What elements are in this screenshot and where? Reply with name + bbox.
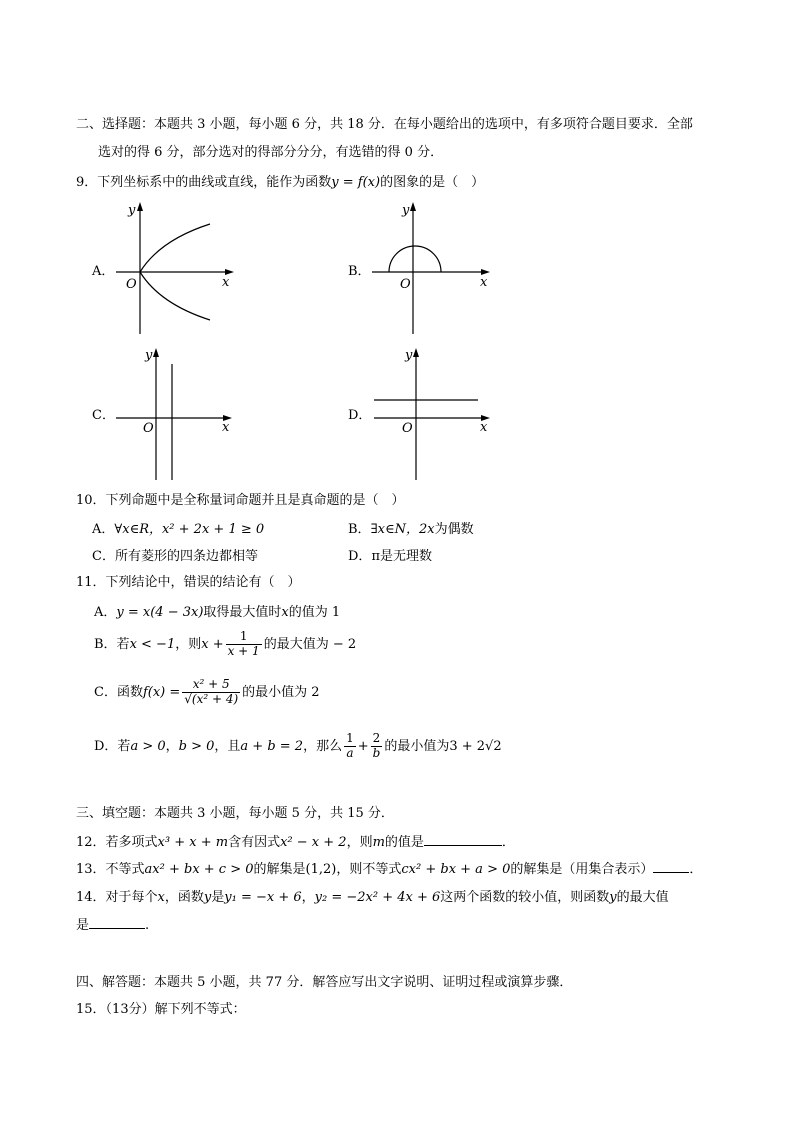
q11-c-fraction: $\frac{\text{x² + 5}}{\text{√(x² + 4)}}$: [184, 677, 239, 706]
q9a-origin-label: O: [126, 277, 137, 292]
q11-d-fraction-1: $\frac{1}{a}$: [346, 731, 354, 760]
q9b-origin-label: O: [400, 277, 411, 292]
q9-function: y = f(x): [331, 175, 381, 190]
q9-graph-d: [368, 342, 498, 482]
q12: 12．若多项式x³ + x + m含有因式x² − x + 2，则m的值是 ．: [76, 835, 515, 850]
q13-answer-blank[interactable]: [653, 860, 689, 873]
q9-graph-c: [110, 342, 240, 482]
q9b-y-label: y: [402, 203, 410, 218]
q9d-origin-label: O: [402, 421, 413, 436]
section2-header-cont: 选对的得 6 分，部分选对的得部分分分，有选错的得 0 分．: [98, 145, 444, 160]
q9-graph-a: [110, 198, 245, 338]
q10-option-b: B．∃x∈N，2x为偶数: [348, 522, 474, 537]
q11-option-d: D．若a > 0，b > 0，且a + b = 2，那么 $\frac{1}{a}$ + $\frac{2}{b}$ 的最小值为3 + 2√2: [94, 731, 502, 760]
q9c-x-label: x: [222, 420, 230, 435]
q10-option-c: C．所有菱形的四条边都相等: [92, 549, 258, 564]
q9c-y-label: y: [145, 348, 153, 363]
q9-option-d-label: D．: [348, 408, 372, 423]
q11-b-fraction: $\frac{1}{x + 1}$: [227, 629, 260, 658]
q12-answer-blank[interactable]: [424, 833, 502, 846]
q9c-origin-label: O: [143, 421, 154, 436]
q14-answer-blank[interactable]: [89, 916, 145, 929]
q10-option-d: D．π是无理数: [348, 549, 432, 564]
q15-stem: 15．（13分）解下列不等式：: [76, 1002, 246, 1017]
q9b-x-label: x: [480, 275, 488, 290]
q9-stem: 9．下列坐标系中的曲线或直线，能作为函数y = f(x)的图象的是（ ）: [76, 175, 485, 190]
q11-option-c: C．函数f(x) = $\frac{\text{x² + 5}}{\text{√(x² + 4)}}$ 的最小值为 2: [94, 677, 320, 706]
section4-header: 四、解答题：本题共 5 小题，共 77 分．解答应写出文字说明、证明过程或演算步骤．: [76, 975, 573, 990]
q10-stem: 10．下列命题中是全称量词命题并且是真命题的是（ ）: [76, 493, 405, 508]
q9-option-b-label: B．: [348, 264, 371, 279]
q13: 13．不等式ax² + bx + c > 0的解集是(1,2)，则不等式cx² + bx + a > 0的解集是（用集合表示） ．: [76, 862, 703, 877]
q11-option-a: A．y = x(4 − 3x)取得最大值时x的值为 1: [94, 605, 341, 620]
q9d-x-label: x: [480, 420, 488, 435]
q9d-y-label: y: [405, 348, 413, 363]
q9-graph-b: [368, 198, 498, 338]
q11-d-fraction-2: $\frac{2}{b}$: [372, 731, 381, 760]
section3-header: 三、填空题：本题共 3 小题，每小题 5 分，共 15 分．: [76, 806, 394, 821]
q9-option-a-label: A．: [92, 264, 115, 279]
q14-line2: 是 .: [76, 918, 150, 933]
q10-option-a: A．∀x∈R，x² + 2x + 1 ≥ 0: [92, 522, 265, 537]
q11-stem: 11．下列结论中，错误的结论有（ ）: [76, 575, 301, 590]
q9a-y-label: y: [128, 203, 136, 218]
q11-option-b: B．若x < −1，则x + $\frac{1}{x + 1}$ 的最大值为 − 2: [94, 629, 357, 658]
q9-option-c-label: C．: [92, 408, 115, 423]
q14: 14．对于每个x，函数y是y₁ = −x + 6，y₂ = −2x² + 4x + 6这两个函数的较小值，则函数y的最大值: [76, 890, 669, 905]
q9a-x-label: x: [222, 275, 230, 290]
section2-header: 二、选择题：本题共 3 小题，每小题 6 分，共 18 分．在每小题给出的选项中，有多项符合题目要求．全部: [76, 117, 693, 132]
